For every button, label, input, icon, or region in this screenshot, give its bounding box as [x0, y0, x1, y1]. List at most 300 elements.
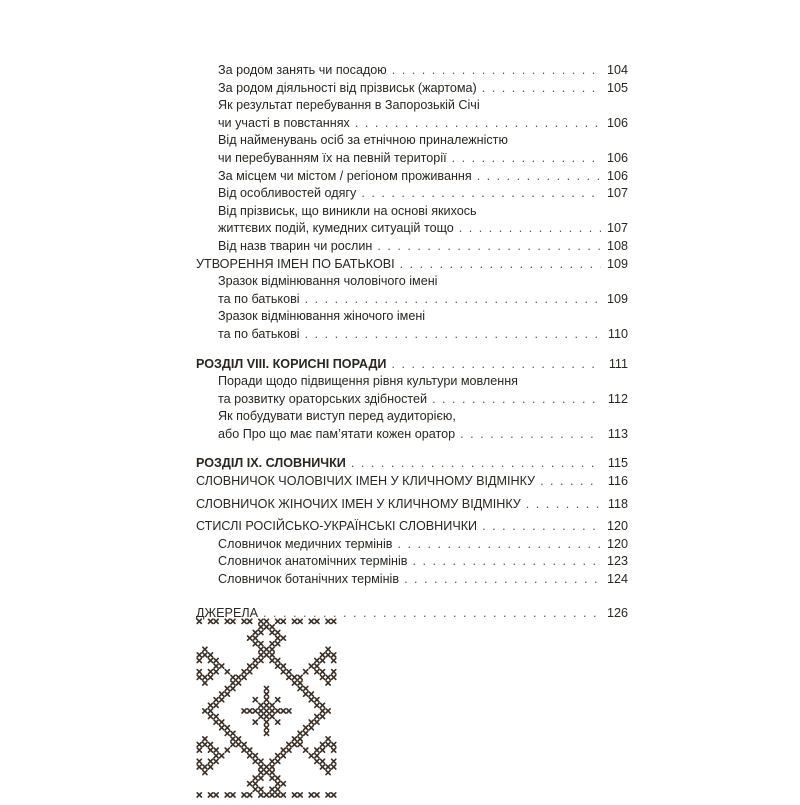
toc-entry-page: 107: [606, 221, 628, 236]
cross-stitch: [332, 759, 336, 763]
cross-stitch: [320, 703, 324, 707]
leader-dots: [377, 238, 601, 256]
cross-stitch: [315, 714, 319, 718]
cross-stitch: [320, 759, 324, 763]
cross-stitch: [208, 703, 212, 707]
cross-stitch: [326, 737, 330, 741]
cross-stitch: [315, 698, 319, 702]
cross-stitch: [315, 703, 319, 707]
cross-stitch: [253, 709, 257, 713]
cross-stitch: [220, 692, 224, 696]
cross-stitch: [326, 793, 330, 797]
cross-stitch: [298, 686, 302, 690]
cross-stitch: [253, 754, 257, 758]
cross-stitch: [332, 748, 336, 752]
cross-stitch: [309, 692, 313, 696]
cross-stitch: [304, 692, 308, 696]
cross-stitch: [259, 759, 263, 763]
cross-stitch: [220, 698, 224, 702]
leader-dots: [400, 256, 601, 274]
cross-stitch: [332, 742, 336, 746]
cross-stitch: [326, 770, 330, 774]
cross-stitch: [264, 686, 268, 690]
cross-stitch: [298, 793, 302, 797]
cross-stitch: [259, 793, 263, 797]
toc-entry-title: чи перебуванням їх на певній території: [218, 150, 447, 165]
cross-stitch: [259, 770, 263, 774]
cross-stitch: [281, 793, 285, 797]
cross-stitch: [208, 748, 212, 752]
cross-stitch: [315, 793, 319, 797]
cross-stitch: [203, 737, 207, 741]
toc-entry[interactable]: [196, 553, 628, 571]
cross-stitch: [326, 709, 330, 713]
toc-entry-title-line1: Від найменувань осіб за етнічною приналежністю: [218, 133, 508, 148]
leader-dots: [305, 291, 601, 309]
cross-stitch: [270, 787, 274, 791]
cross-stitch: [264, 692, 268, 696]
cross-stitch: [326, 653, 330, 657]
cross-stitch: [320, 658, 324, 662]
cross-stitch: [270, 630, 274, 634]
toc-entry-title: СЛОВНИЧОК ЖІНОЧИХ ІМЕН У КЛИЧНОМУ ВІДМІНКУ: [196, 496, 521, 511]
cross-stitch: [197, 619, 201, 623]
toc-entry-title: Від особливостей одягу: [218, 186, 357, 201]
cross-stitch: [242, 675, 246, 679]
cross-stitch: [214, 759, 218, 763]
cross-stitch: [225, 731, 229, 735]
cross-stitch: [214, 748, 218, 752]
cross-stitch: [208, 714, 212, 718]
cross-stitch: [259, 619, 263, 623]
cross-stitch: [326, 675, 330, 679]
cross-stitch: [220, 726, 224, 730]
cross-stitch: [281, 754, 285, 758]
cross-stitch: [270, 793, 274, 797]
cross-stitch: [292, 675, 296, 679]
cross-stitch: [203, 681, 207, 685]
cross-stitch: [259, 658, 263, 662]
cross-stitch: [332, 658, 336, 662]
cross-stitch: [309, 664, 313, 668]
cross-stitch: [248, 664, 252, 668]
cross-stitch: [270, 658, 274, 662]
cross-stitch: [197, 670, 201, 674]
toc-entry-title: ДЖЕРЕЛА: [196, 605, 259, 620]
cross-stitch: [264, 714, 268, 718]
toc-chapter-entry[interactable]: [196, 455, 628, 473]
cross-stitch: [248, 619, 252, 623]
cross-stitch: [242, 709, 246, 713]
toc-entry-page: 115: [607, 456, 628, 471]
cross-stitch: [264, 731, 268, 735]
cross-stitch: [197, 675, 201, 679]
toc-entry-page: 109: [606, 291, 628, 306]
toc-entry-title: За місцем чи містом / регіоном проживання: [218, 168, 472, 183]
cross-stitch: [298, 619, 302, 623]
toc-entry[interactable]: [196, 496, 628, 514]
cross-stitch: [281, 664, 285, 668]
cross-stitch: [309, 793, 313, 797]
cross-stitch: [320, 709, 324, 713]
cross-stitch: [326, 742, 330, 746]
cross-stitch: [270, 709, 274, 713]
toc-entry[interactable]: [196, 571, 628, 589]
cross-stitch: [253, 630, 257, 634]
toc-entry-title: або Про що має пам’ятати кожен оратор: [218, 426, 456, 441]
cross-stitch: [225, 692, 229, 696]
toc-entry-title-line1: Зразок відмінювання чоловічого імені: [218, 274, 438, 289]
cross-stitch: [197, 759, 201, 763]
cross-stitch: [259, 709, 263, 713]
leader-dots: [413, 553, 602, 571]
cross-stitch: [231, 793, 235, 797]
cross-stitch: [332, 765, 336, 769]
cross-stitch: [231, 742, 235, 746]
cross-stitch: [220, 754, 224, 758]
cross-stitch: [287, 675, 291, 679]
toc-entry-title: та розвитку ораторських здібностей: [218, 391, 428, 406]
cross-stitch: [231, 737, 235, 741]
cross-stitch: [264, 726, 268, 730]
cross-stitch: [270, 653, 274, 657]
cross-stitch: [253, 759, 257, 763]
cross-stitch: [231, 681, 235, 685]
cross-stitch: [203, 765, 207, 769]
toc-entry[interactable]: [196, 291, 628, 309]
toc-entry[interactable]: [196, 185, 628, 203]
cross-stitch: [264, 653, 268, 657]
cross-stitch: [253, 642, 257, 646]
toc-entry[interactable]: [196, 62, 628, 80]
cross-stitch: [208, 670, 212, 674]
cross-stitch: [253, 776, 257, 780]
leader-dots: [526, 496, 601, 514]
cross-stitch: [225, 670, 229, 674]
cross-stitch: [276, 698, 280, 702]
cross-stitch: [259, 642, 263, 646]
cross-stitch: [287, 748, 291, 752]
cross-stitch: [197, 793, 201, 797]
cross-stitch: [208, 759, 212, 763]
toc-entry-title: та по батькові: [218, 326, 300, 341]
leader-dots: [355, 115, 601, 133]
cross-stitch: [326, 681, 330, 685]
cross-stitch: [208, 709, 212, 713]
cross-stitch: [270, 770, 274, 774]
cross-stitch: [298, 737, 302, 741]
cross-stitch: [320, 765, 324, 769]
cross-stitch: [332, 670, 336, 674]
cross-stitch: [298, 675, 302, 679]
toc-entry-page: 105: [606, 80, 628, 95]
toc-entry-title: життєвих подій, кумедних ситуацій тощо: [218, 221, 454, 236]
cross-stitch: [208, 658, 212, 662]
cross-stitch: [253, 698, 257, 702]
cross-stitch: [287, 670, 291, 674]
cross-stitch: [292, 681, 296, 685]
toc-entry[interactable]: [196, 238, 628, 256]
cross-stitch: [214, 714, 218, 718]
cross-stitch: [276, 720, 280, 724]
cross-stitch: [292, 737, 296, 741]
cross-stitch: [253, 720, 257, 724]
toc-entry[interactable]: [196, 80, 628, 98]
cross-stitch: [270, 625, 274, 629]
cross-stitch: [270, 647, 274, 651]
cross-stitch: [270, 776, 274, 780]
leader-dots: [460, 426, 601, 444]
cross-stitch: [236, 675, 240, 679]
cross-stitch: [203, 742, 207, 746]
toc-entry[interactable]: [196, 536, 628, 554]
cross-stitch: [248, 709, 252, 713]
cross-stitch: [264, 703, 268, 707]
cross-stitch: [253, 782, 257, 786]
cross-stitch: [214, 793, 218, 797]
cross-stitch: [304, 670, 308, 674]
cross-stitch: [281, 709, 285, 713]
toc-entry-title-line1: Від прізвиськ, що виникли на основі якихось: [218, 203, 477, 218]
toc-entry-page: 106: [606, 115, 628, 130]
cross-stitch: [225, 793, 229, 797]
cross-stitch: [287, 709, 291, 713]
cross-stitch: [208, 675, 212, 679]
cross-stitch: [208, 619, 212, 623]
cross-stitch: [214, 664, 218, 668]
cross-stitch: [298, 742, 302, 746]
cross-stitch: [242, 748, 246, 752]
leader-dots: [398, 536, 602, 554]
cross-stitch: [315, 658, 319, 662]
cross-stitch: [236, 742, 240, 746]
cross-stitch: [259, 653, 263, 657]
toc-entry-title: РОЗДІЛ IX. СЛОВНИЧКИ: [196, 456, 346, 471]
cross-stitch: [253, 787, 257, 791]
toc-entry-title-line1: Як побудувати виступ перед аудиторією,: [218, 409, 456, 424]
cross-stitch: [298, 681, 302, 685]
cross-stitch: [281, 782, 285, 786]
toc-entry-page: 113: [607, 426, 628, 441]
cross-stitch: [315, 754, 319, 758]
table-of-contents: [196, 62, 628, 622]
leader-dots: [351, 455, 601, 473]
toc-entry-title: Словничок ботанічних термінів: [218, 572, 400, 587]
cross-stitch: [220, 664, 224, 668]
toc-entry-title: Від назв тварин чи рослин: [218, 238, 373, 253]
cross-stitch: [281, 670, 285, 674]
cross-stitch: [248, 748, 252, 752]
toc-entry[interactable]: [196, 391, 628, 409]
cross-stitch: [231, 675, 235, 679]
cross-stitch: [276, 754, 280, 758]
leader-dots: [477, 168, 601, 186]
toc-entry-title-line1: Поради щодо підвищення рівня культури мовлення: [218, 374, 518, 389]
cross-stitch: [309, 698, 313, 702]
toc-entry-page: 126: [606, 605, 628, 620]
cross-stitch: [332, 793, 336, 797]
cross-stitch: [309, 720, 313, 724]
cross-stitch: [259, 630, 263, 634]
cross-stitch: [208, 793, 212, 797]
cross-stitch: [326, 765, 330, 769]
cross-stitch: [320, 714, 324, 718]
toc-entry-title: Словничок медичних термінів: [218, 536, 393, 551]
cross-stitch: [214, 658, 218, 662]
cross-stitch: [225, 748, 229, 752]
cross-stitch: [276, 709, 280, 713]
cross-stitch: [332, 653, 336, 657]
toc-entry-page: 118: [607, 496, 628, 511]
toc-entry-title: чи участі в повстаннях: [218, 115, 350, 130]
cross-stitch: [276, 630, 280, 634]
cross-stitch: [203, 770, 207, 774]
cross-stitch: [259, 714, 263, 718]
cross-stitch: [248, 754, 252, 758]
cross-stitch: [214, 720, 218, 724]
cross-stitch: [208, 653, 212, 657]
cross-stitch: [315, 670, 319, 674]
cross-stitch: [248, 670, 252, 674]
leader-dots: [361, 185, 601, 203]
cross-stitch: [253, 636, 257, 640]
leader-dots: [482, 518, 601, 536]
toc-entry[interactable]: [196, 426, 628, 444]
leader-dots: [404, 571, 601, 589]
cross-stitch: [270, 714, 274, 718]
cross-stitch: [315, 720, 319, 724]
cross-stitch: [320, 670, 324, 674]
cross-stitch: [276, 782, 280, 786]
toc-entry-page: 110: [607, 326, 628, 341]
toc-chapter-entry[interactable]: [196, 356, 628, 374]
toc-entry-page: 120: [606, 519, 628, 534]
cross-stitch: [236, 681, 240, 685]
cross-stitch: [292, 619, 296, 623]
cross-stitch: [264, 720, 268, 724]
cross-stitch: [320, 675, 324, 679]
cross-stitch: [281, 748, 285, 752]
cross-stitch: [197, 765, 201, 769]
toc-entry[interactable]: [196, 220, 628, 238]
cross-stitch: [276, 642, 280, 646]
cross-stitch: [253, 658, 257, 662]
toc-entry[interactable]: [196, 473, 628, 491]
cross-stitch: [259, 703, 263, 707]
cross-stitch: [264, 647, 268, 651]
ornament-svg: [196, 618, 338, 800]
cross-stitch: [276, 664, 280, 668]
cross-stitch: [332, 619, 336, 623]
cross-stitch: [197, 653, 201, 657]
cross-stitch: [225, 686, 229, 690]
cross-stitch: [248, 636, 252, 640]
cross-stitch: [197, 658, 201, 662]
cross-stitch: [264, 698, 268, 702]
cross-stitch: [208, 742, 212, 746]
cross-stitch: [332, 675, 336, 679]
toc-entry-page: 124: [606, 572, 628, 587]
cross-stitch: [298, 731, 302, 735]
leader-dots: [391, 356, 601, 374]
cross-stitch: [320, 742, 324, 746]
cross-stitch: [264, 625, 268, 629]
toc-entry[interactable]: [196, 256, 628, 274]
cross-stitch: [287, 742, 291, 746]
toc-entry-page: 106: [606, 150, 628, 165]
toc-entry-title: Словничок анатомічних термінів: [218, 554, 408, 569]
cross-stitch: [276, 776, 280, 780]
cross-stitch: [220, 720, 224, 724]
toc-entry-title: УТВОРЕННЯ ІМЕН ПО БАТЬКОВІ: [196, 256, 395, 271]
cross-stitch: [214, 754, 218, 758]
toc-entry[interactable]: [196, 150, 628, 168]
toc-entry-title-line1: Зразок відмінювання жіночого імені: [218, 309, 426, 324]
cross-stitch: [259, 765, 263, 769]
cross-stitch: [203, 653, 207, 657]
leader-dots: [452, 150, 601, 168]
toc-entry-page: 106: [606, 168, 628, 183]
leader-dots: [540, 473, 601, 491]
leader-dots: [392, 62, 601, 80]
cross-stitch: [320, 653, 324, 657]
cross-stitch: [208, 765, 212, 769]
cross-stitch: [259, 647, 263, 651]
cross-stitch: [231, 686, 235, 690]
cross-stitch: [214, 670, 218, 674]
cross-stitch: [259, 787, 263, 791]
toc-entry-title: СЛОВНИЧОК ЧОЛОВІЧИХ ІМЕН У КЛИЧНОМУ ВІДМІНКУ: [196, 474, 536, 489]
cross-stitch: [270, 765, 274, 769]
leader-dots: [432, 391, 601, 409]
cross-stitch: [253, 664, 257, 668]
cross-stitch: [270, 703, 274, 707]
cross-stitch: [197, 742, 201, 746]
cross-stitch: [281, 636, 285, 640]
cross-stitch: [231, 619, 235, 623]
toc-entry[interactable]: [196, 168, 628, 186]
cross-stitch: [214, 703, 218, 707]
toc-entry-title: За родом занять чи посадою: [218, 63, 387, 77]
cross-stitch: [242, 793, 246, 797]
cross-stitch: [309, 619, 313, 623]
cross-stitch: [264, 709, 268, 713]
leader-dots: [482, 80, 601, 98]
cross-stitch: [214, 698, 218, 702]
cross-stitch: [203, 647, 207, 651]
cross-stitch: [242, 670, 246, 674]
cross-stitch: [236, 737, 240, 741]
toc-entry-title: та по батькові: [218, 291, 300, 306]
cross-stitch: [320, 748, 324, 752]
cross-stitch: [242, 619, 246, 623]
cross-stitch: [309, 726, 313, 730]
toc-entry-title: СТИСЛІ РОСІЙСЬКО-УКРАЇНСЬКІ СЛОВНИЧКИ: [196, 519, 478, 534]
cross-stitch: [231, 731, 235, 735]
toc-entry-page: 109: [606, 256, 628, 271]
toc-entry[interactable]: [196, 115, 628, 133]
toc-entry[interactable]: [196, 326, 628, 344]
cross-stitch: [326, 647, 330, 651]
cross-stitch: [309, 754, 313, 758]
toc-entry[interactable]: [196, 518, 628, 536]
cross-stitch: [276, 636, 280, 640]
cross-stitch: [259, 625, 263, 629]
cross-stitch: [281, 619, 285, 623]
cross-stitch: [264, 793, 268, 797]
cross-stitch: [304, 748, 308, 752]
cross-stitch: [225, 726, 229, 730]
